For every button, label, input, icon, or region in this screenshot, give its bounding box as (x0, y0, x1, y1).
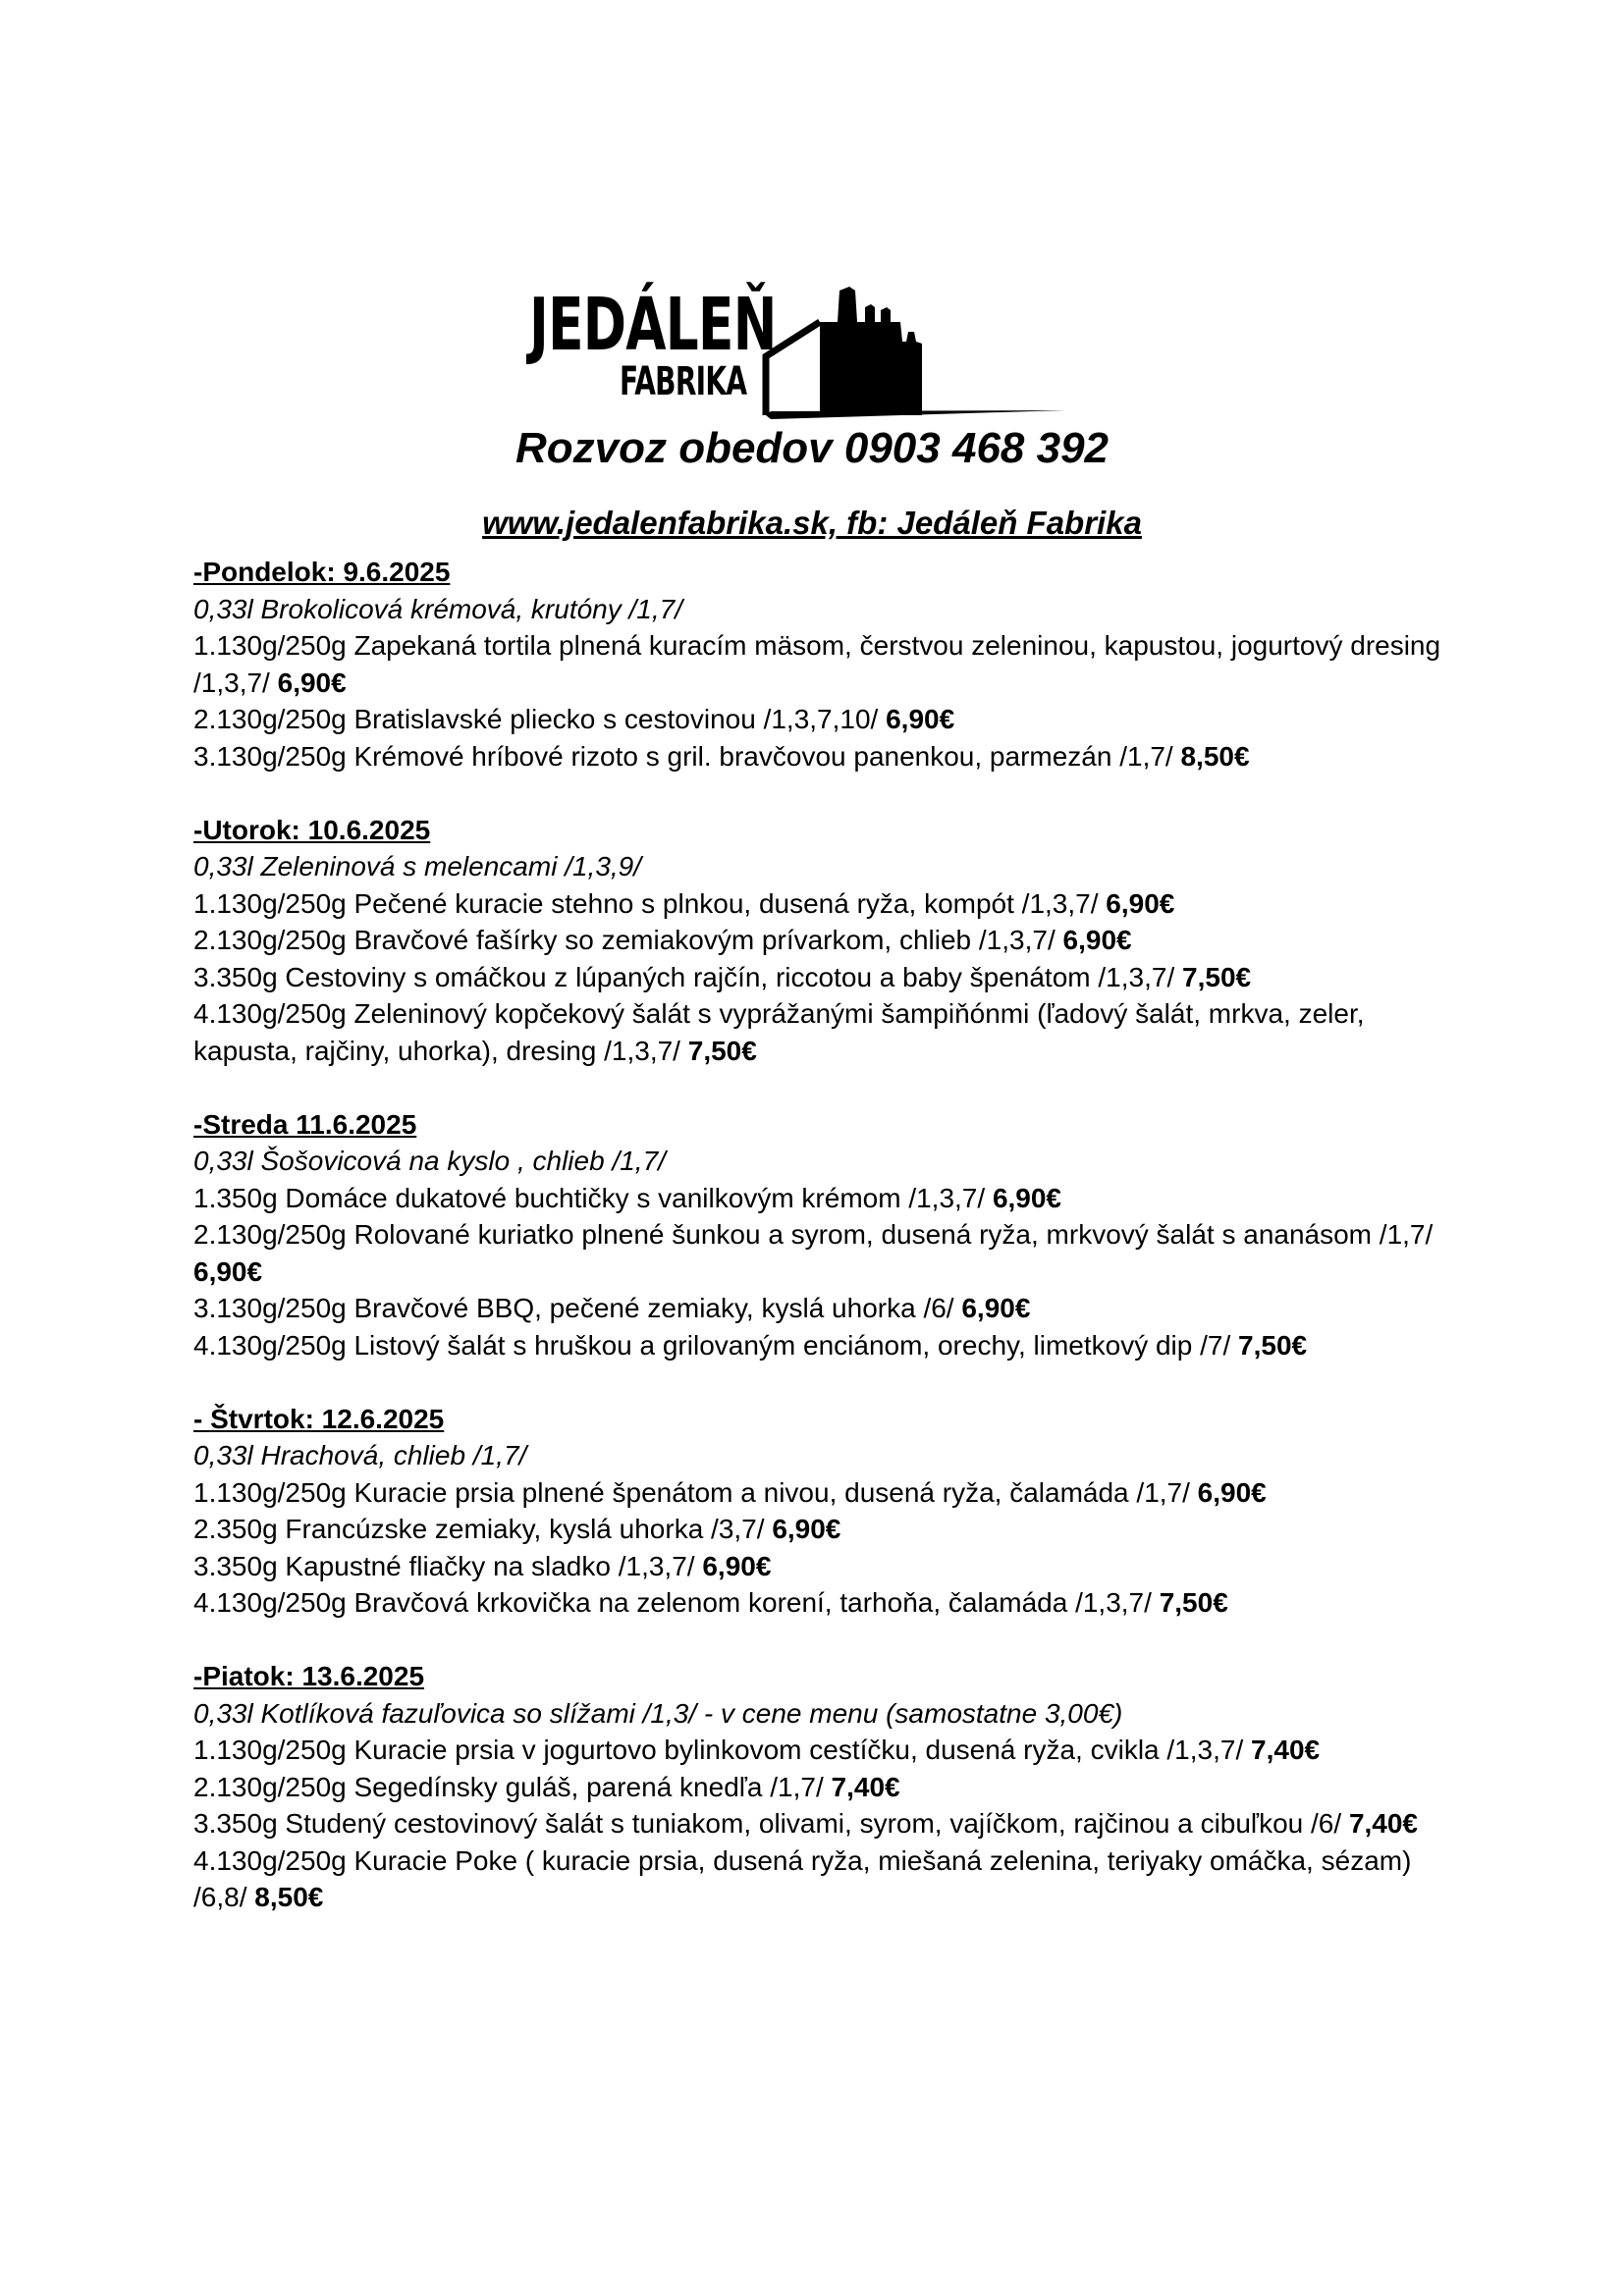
item-price: 6,90€ (961, 1293, 1031, 1323)
item-text: 3.350g Cestoviny s omáčkou z lúpaných rajčín, riccotou a baby špenátom /1,3,7/ (193, 961, 1183, 992)
day-tuesday (193, 812, 1470, 1070)
menu-item (193, 1805, 1470, 1842)
day-wednesday (193, 1106, 1470, 1364)
item-price: 7,50€ (1159, 1587, 1228, 1618)
item-price: 6,90€ (702, 1550, 772, 1581)
menu-item (193, 995, 1470, 1069)
item-price: 8,50€ (1180, 740, 1250, 772)
soup-line: 0,33l Šošovicová na kyslo , chlieb /1,7/ (193, 1146, 666, 1176)
item-price: 7,40€ (831, 1771, 900, 1802)
item-price: 6,90€ (1197, 1476, 1267, 1508)
day-heading: -Streda 11.6.2025 (193, 1108, 417, 1140)
menu-item (193, 885, 1470, 923)
soup-line: 0,33l Zeleninová s melencami /1,3,9/ (193, 851, 642, 881)
soup-line: 0,33l Kotlíková fazuľovica so slížami /1,3/ - v cene menu (samostatne 3,00€) (193, 1697, 1123, 1729)
logo-line-1: JEDÁLEŇ (529, 283, 777, 367)
day-heading: -Piatok: 13.6.2025 (193, 1661, 425, 1691)
item-text: 3.130g/250g Bravčové BBQ, pečené zemiaky, kyslá uhorka /6/ (193, 1293, 962, 1323)
menu-item (193, 1548, 1470, 1585)
logo (525, 283, 1065, 420)
item-text: 4.130g/250g Listový šalát s hruškou a grilovaným enciánom, orechy, limetkový dip /7/ (193, 1329, 1239, 1361)
item-text: 2.130g/250g Segedínsky guláš, parená knedľa /1,7/ (193, 1771, 832, 1802)
soup-line: 0,33l Brokolicová krémová, krutóny /1,7/ (193, 593, 683, 624)
item-price: 7,40€ (1251, 1735, 1321, 1765)
menu-item (193, 1842, 1470, 1916)
item-price: 6,90€ (277, 667, 347, 698)
item-price: 7,50€ (1182, 961, 1252, 992)
item-price: 6,90€ (772, 1514, 841, 1544)
item-price: 6,90€ (1062, 925, 1132, 955)
item-text: 3.130g/250g Krémové hríbové rizoto s gril. bravčovou panenkou, parmezán /1,7/ (193, 740, 1181, 772)
day-heading: - Štvrtok: 12.6.2025 (193, 1403, 445, 1434)
menu-item (193, 627, 1470, 701)
item-price: 7,50€ (687, 1035, 757, 1066)
item-text: 1.350g Domáce dukatové buchtičky s vanilkovým krémom /1,3,7/ (193, 1182, 993, 1213)
menu-item (193, 738, 1470, 775)
item-text: 2.130g/250g Bratislavské pliecko s cestovinou /1,3,7,10/ (193, 704, 887, 734)
item-text: 1.130g/250g Kuracie prsia v jogurtovo bylinkovom cestíčku, dusená ryža, cvikla /1,3,7/ (193, 1735, 1252, 1765)
weekly-menu (193, 554, 1470, 1952)
item-text: 1.130g/250g Kuracie prsia plnené špenátom a nivou, dusená ryža, čalamáda /1,7/ (193, 1476, 1198, 1508)
day-thursday (193, 1401, 1470, 1622)
item-text: 3.350g Studený cestovinový šalát s tuniakom, olivami, syrom, vajíčkom, rajčinou a cibuľkou /6/ (193, 1808, 1349, 1839)
item-text: 3.350g Kapustné fliačky na sladko /1,3,7/ (193, 1550, 703, 1581)
menu-item (193, 1216, 1470, 1290)
day-heading: -Pondelok: 9.6.2025 (193, 557, 451, 587)
item-text: 4.130g/250g Zeleninový kopčekový šalát s vyprážanými šampiňónmi (ľadový šalát, mrkva, zeler, kapusta, rajčiny, uhorka), dresing /1,3,7/ (193, 998, 1365, 1066)
menu-item (193, 1327, 1470, 1364)
item-text: 2.130g/250g Rolované kuriatko plnené šunkou a syrom, dusená ryža, mrkvový šalát s ananásom /1,7/ (193, 1219, 1434, 1250)
item-text: 2.130g/250g Bravčové fašírky so zemiakovým prívarkom, chlieb /1,3,7/ (193, 925, 1063, 955)
item-text: 2.350g Francúzske zemiaky, kyslá uhorka /3,7/ (193, 1514, 773, 1544)
soup-line: 0,33l Hrachová, chlieb /1,7/ (193, 1440, 527, 1470)
menu-item (193, 1511, 1470, 1548)
day-heading: -Utorok: 10.6.2025 (193, 814, 431, 845)
item-price: 8,50€ (254, 1882, 324, 1912)
item-text: 4.130g/250g Kuracie Poke ( kuracie prsia, dusená ryža, miešaná zelenina, teriyaky omáčka, sézam) /6,8/ (193, 1844, 1412, 1912)
item-price: 6,90€ (1106, 887, 1175, 919)
item-text: 1.130g/250g Zapekaná tortila plnená kuracím mäsom, čerstvou zeleninou, kapustou, jogurtový dresing /1,3,7/ (193, 630, 1441, 698)
website-link[interactable]: www.jedalenfabrika.sk, fb: Jedáleň Fabrika (482, 505, 1142, 541)
item-text: 1.130g/250g Pečené kuracie stehno s plnkou, dusená ryža, kompót /1,3,7/ (193, 887, 1107, 919)
item-price: 7,40€ (1348, 1808, 1419, 1839)
menu-item (193, 1290, 1470, 1327)
item-text: 4.130g/250g Bravčová krkovička na zelenom korení, tarhoňa, čalamáda /1,3,7/ (193, 1587, 1160, 1618)
day-friday (193, 1658, 1470, 1916)
menu-item (193, 922, 1470, 959)
menu-item (193, 1474, 1470, 1512)
menu-item (193, 701, 1470, 738)
page-title: Rozvoz obedov 0903 468 392 (514, 424, 1110, 472)
menu-item (193, 1584, 1470, 1622)
item-price: 6,90€ (193, 1255, 263, 1287)
menu-item (193, 1732, 1470, 1769)
menu-item (193, 959, 1470, 996)
item-price: 7,50€ (1238, 1329, 1308, 1361)
item-price: 6,90€ (886, 704, 955, 734)
menu-item (193, 1769, 1470, 1806)
day-monday (193, 554, 1470, 774)
logo-line-2: FABRIKA (620, 359, 747, 404)
menu-item (193, 1180, 1470, 1217)
item-price: 6,90€ (992, 1182, 1062, 1213)
